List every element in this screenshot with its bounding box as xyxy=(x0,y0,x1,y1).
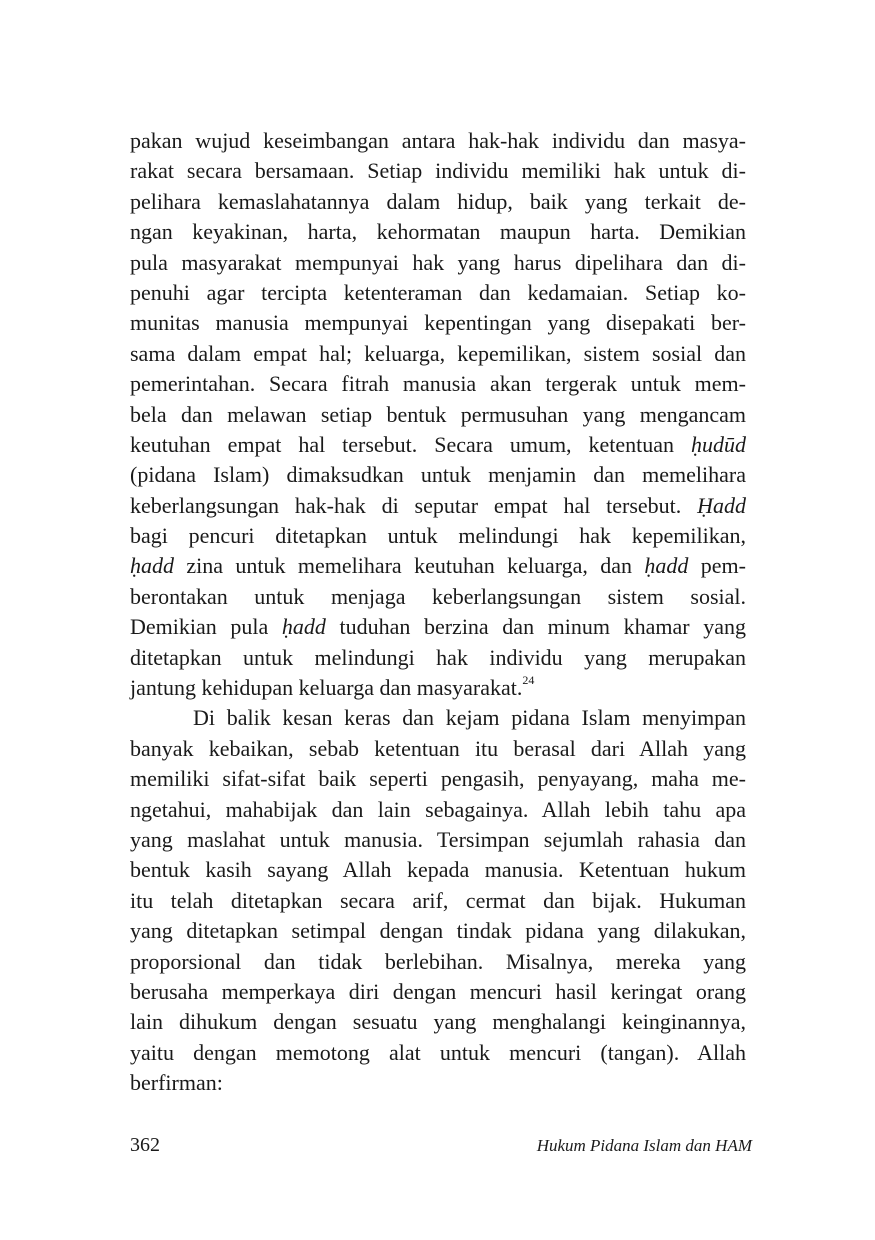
text-line: memiliki sifat-sifat baik seperti pengasih, penyayang, maha me- xyxy=(130,766,746,792)
text-line: berontakan untuk menjaga keberlangsungan sistem sosial. xyxy=(130,583,746,609)
text-line: itu telah ditetapkan secara arif, cermat dan bijak. Hukuman xyxy=(130,887,746,913)
term-hadd: ḥadd xyxy=(644,553,689,579)
text-line: Di balik kesan keras dan kejam pidana Islam menyimpan xyxy=(193,705,746,731)
text-line: bentuk kasih sayang Allah kepada manusia. Ketentuan hukum xyxy=(130,857,746,883)
text-segment: zina untuk memelihara keutuhan keluarga, dan xyxy=(174,553,645,579)
text-line: munitas manusia mempunyai kepentingan yang disepakati ber- xyxy=(130,310,746,336)
text-line: pelihara kemaslahatannya dalam hidup, baik yang terkait de- xyxy=(130,188,746,214)
text-line xyxy=(130,430,746,460)
text-segment: keberlangsungan hak-hak di seputar empat hal tersebut. xyxy=(130,492,698,518)
text-line: yang maslahat untuk manusia. Tersimpan sejumlah rahasia dan xyxy=(130,826,746,852)
term-hadd: ḥadd xyxy=(281,614,326,640)
text-segment: pem- xyxy=(688,553,746,579)
text-line: yaitu dengan memotong alat untuk mencuri (tangan). Allah xyxy=(130,1039,746,1065)
page-footer xyxy=(130,1134,752,1162)
text-line: bela dan melawan setiap bentuk permusuhan yang mengancam xyxy=(130,401,746,427)
text-line: pula masyarakat mempunyai hak yang harus dipelihara dan di- xyxy=(130,249,746,275)
text-line: ngetahui, mahabijak dan lain sebagainya. Allah lebih tahu apa xyxy=(130,796,746,822)
text-line: sama dalam empat hal; keluarga, kepemilikan, sistem sosial dan xyxy=(130,340,746,366)
text-line: proporsional dan tidak berlebihan. Misalnya, mereka yang xyxy=(130,948,746,974)
text-line: ngan keyakinan, harta, kehormatan maupun harta. Demikian xyxy=(130,219,746,245)
text-segment: keutuhan empat hal tersebut. Secara umum, ketentuan xyxy=(130,431,691,457)
paragraph-1 xyxy=(130,126,746,703)
text-segment: tuduhan berzina dan minum khamar yang xyxy=(325,614,746,640)
text-line: penuhi agar tercipta ketenteraman dan kedamaian. Setiap ko- xyxy=(130,279,746,305)
text-line: berfirman: xyxy=(130,1070,223,1096)
term-hadd: Ḥadd xyxy=(697,492,746,518)
text-line: banyak kebaikan, sebab ketentuan itu berasal dari Allah yang xyxy=(130,735,746,761)
page-number: 362 xyxy=(130,1134,160,1156)
text-line: rakat secara bersamaan. Setiap individu memiliki hak untuk di- xyxy=(130,158,746,184)
text-line: berusaha memperkaya diri dengan mencuri hasil keringat orang xyxy=(130,978,746,1004)
text-line: bagi pencuri ditetapkan untuk melindungi hak kepemilikan, xyxy=(130,523,746,549)
term-hudud: ḥudūd xyxy=(691,431,746,457)
footnote-reference[interactable]: 24 xyxy=(522,673,535,688)
text-segment: jantung kehidupan keluarga dan masyarakat. xyxy=(130,675,523,701)
text-segment: Demikian pula xyxy=(130,614,282,640)
text-line: pemerintahan. Secara fitrah manusia akan tergerak untuk mem- xyxy=(130,371,746,397)
text-line: ditetapkan untuk melindungi hak individu yang merupakan xyxy=(130,644,746,670)
text-line xyxy=(130,612,746,642)
text-line: yang ditetapkan setimpal dengan tindak pidana yang dilakukan, xyxy=(130,918,746,944)
body-text xyxy=(130,126,746,1099)
text-line: lain dihukum dengan sesuatu yang menghalangi keinginannya, xyxy=(130,1009,746,1035)
text-line xyxy=(130,491,746,521)
running-title: Hukum Pidana Islam dan HAM xyxy=(536,1136,752,1155)
text-line: (pidana Islam) dimaksudkan untuk menjamin dan memelihara xyxy=(130,462,746,488)
term-hadd: ḥadd xyxy=(130,553,174,579)
text-line xyxy=(130,673,746,703)
text-line xyxy=(130,551,746,581)
paragraph-2 xyxy=(130,703,746,1098)
text-line: pakan wujud keseimbangan antara hak-hak individu dan masya- xyxy=(130,128,746,153)
